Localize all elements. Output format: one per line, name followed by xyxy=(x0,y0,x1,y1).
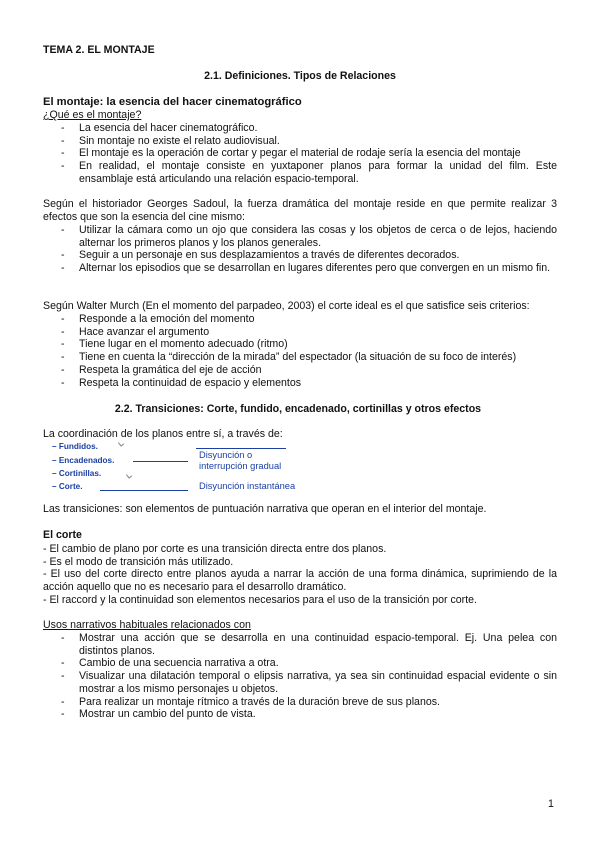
transition-encadenados: – Encadenados. xyxy=(52,456,114,466)
usos-heading: Usos narrativos habituales relacionados con xyxy=(43,619,251,631)
list-item: - El montaje es la operación de cortar y pegar el material de rodaje sería la esencia del montaje xyxy=(43,147,557,160)
coord-intro: La coordinación de los planos entre sí, a través de: xyxy=(43,428,283,440)
transition-corte: – Corte. xyxy=(52,482,83,492)
doc-title: TEMA 2. EL MONTAJE xyxy=(43,44,155,56)
check-mark-icon xyxy=(126,472,132,478)
list-item: - Cambio de una secuencia narrativa a otra. xyxy=(43,657,557,670)
list-item: - Seguir a un personaje en sus desplazamientos a través de diferentes decorados. xyxy=(43,249,557,262)
transitions-definition: Las transiciones: son elementos de puntuación narrativa que operan en el interior del montaje. xyxy=(43,503,487,515)
question-heading: ¿Qué es el montaje? xyxy=(43,109,142,121)
connector-line xyxy=(133,461,188,462)
usos-list xyxy=(43,632,557,721)
sadoul-list xyxy=(43,224,557,275)
section1-heading xyxy=(0,70,600,83)
section1-subheading: El montaje: la esencia del hacer cinematográfico xyxy=(43,96,302,108)
list-item: - Hace avanzar el argumento xyxy=(43,326,557,339)
transition-cortinillas: – Cortinillas. xyxy=(52,469,101,479)
corte-line: - El uso del corte directo entre planos ayuda a narrar la acción de una forma dinámica, suprimiendo de la acción aquello que no es necesario para el desarrollo dramático. xyxy=(43,568,557,594)
corte-heading: El corte xyxy=(43,529,82,541)
list-item: - Tiene en cuenta la “dirección de la mirada” del espectador (la situación de su foco de interés) xyxy=(43,351,557,364)
sadoul-intro: Según el historiador Georges Sadoul, la fuerza dramática del montaje reside en que permite realizar 3 efectos que son la esencia del cine mismo: xyxy=(43,198,557,223)
corte-paragraphs xyxy=(43,543,557,607)
list-item: - Respeta la gramática del eje de acción xyxy=(43,364,557,377)
corte-line: - El cambio de plano por corte es una transición directa entre dos planos. xyxy=(43,543,387,555)
transition-fundidos: – Fundidos. xyxy=(52,442,98,452)
list-item: - En realidad, el montaje consiste en yuxtaponer planos para formar la unidad del film. Este ensamblaje está articulando una relación espacio-temporal. xyxy=(43,160,557,185)
list-item: - Mostrar un cambio del punto de vista. xyxy=(43,708,557,721)
list-item: - Alternar los episodios que se desarrollan en lugares diferentes pero que convergen en un mismo fin. xyxy=(43,262,557,275)
connector-line xyxy=(196,448,286,449)
list-item: - Sin montaje no existe el relato audiovisual. xyxy=(43,135,557,148)
corte-line: - Es el modo de transición más utilizado. xyxy=(43,555,234,568)
list-item: - Visualizar una dilatación temporal o elipsis narrativa, ya sea sin continuidad espacial evidente o sin mostrar a los mismo personajes u objetos. xyxy=(43,670,557,695)
list-item: - La esencia del hacer cinematográfico. xyxy=(43,122,557,135)
note-gradual: Disyunción o interrupción gradual xyxy=(199,450,282,471)
note-instant: Disyunción instantánea xyxy=(199,481,296,491)
list-item: - Tiene lugar en el momento adecuado (ritmo) xyxy=(43,338,557,351)
list-item: - Utilizar la cámara como un ojo que considera las cosas y los objetos de cerca o de lejos, haciendo alternar los primeros planos y los planos generales. xyxy=(43,224,557,249)
corte-line: - El raccord y la continuidad son elementos necesarios para el uso de la transición por corte. xyxy=(43,593,477,606)
connector-line xyxy=(100,490,188,491)
section1-heading-text: 2.1. Definiciones. Tipos de Relaciones xyxy=(204,70,396,82)
definition-list xyxy=(43,122,557,186)
section2-heading-text: 2.2. Transiciones: Corte, fundido, encadenado, cortinillas y otros efectos xyxy=(114,403,482,415)
list-item: - Respeta la continuidad de espacio y elementos xyxy=(43,377,557,390)
page-number: 1 xyxy=(548,798,554,810)
list-item: - Para realizar un montaje rítmico a través de la duración breve de sus planos. xyxy=(43,696,557,709)
murch-intro: Según Walter Murch (En el momento del parpadeo, 2003) el corte ideal es el que satisfice seis criterios: xyxy=(43,300,530,312)
murch-list xyxy=(43,313,557,389)
section2-heading xyxy=(0,403,600,416)
list-item: - Responde a la emoción del momento xyxy=(43,313,557,326)
check-mark-icon xyxy=(118,440,124,446)
list-item: - Mostrar una acción que se desarrolla en una continuidad espacio-temporal. Ej. Una pelea con distintos planos. xyxy=(43,632,557,657)
